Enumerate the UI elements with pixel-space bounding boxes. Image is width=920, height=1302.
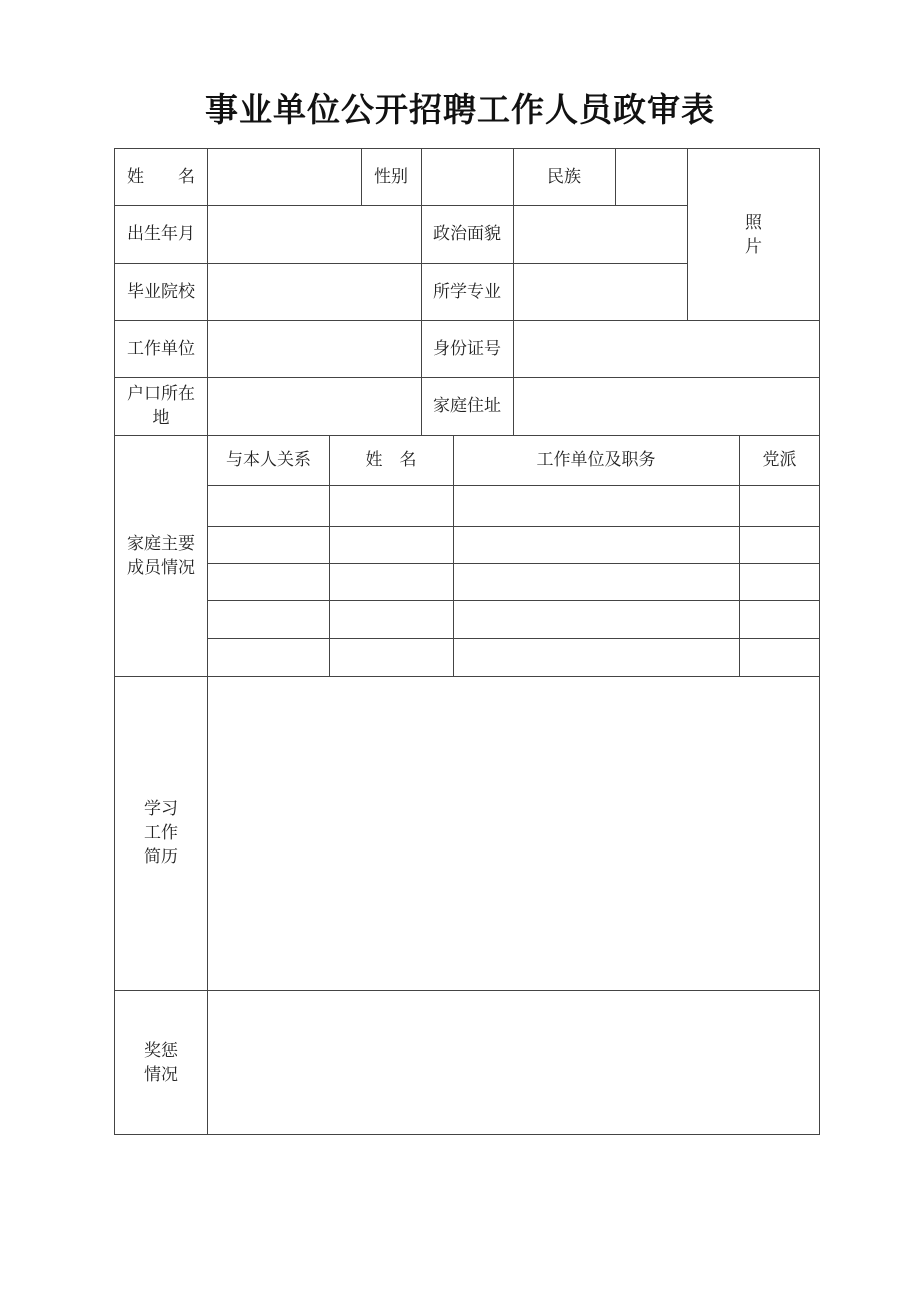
political-field[interactable] <box>513 205 687 263</box>
family-section-label <box>114 435 208 676</box>
photo-label-line1: 照 <box>745 213 762 233</box>
name-field[interactable] <box>208 148 361 205</box>
gender-label-cell <box>361 148 421 205</box>
birth-label: 出生年月 <box>127 224 195 244</box>
family-label-line1: 家庭主要 <box>127 533 195 554</box>
gender-field[interactable] <box>421 148 513 205</box>
family-row[interactable] <box>208 600 820 638</box>
ethnicity-label: 民族 <box>547 166 581 187</box>
id-label: 身份证号 <box>433 338 501 359</box>
workplace-label: 工作单位 <box>127 338 195 359</box>
family-label-line2: 成员情况 <box>127 557 195 578</box>
family-col-relation <box>208 435 329 485</box>
resume-label-line3: 简历 <box>144 847 178 867</box>
family-col-name <box>329 435 453 485</box>
family-row[interactable] <box>208 563 820 600</box>
school-field[interactable] <box>208 263 421 320</box>
hukou-field[interactable] <box>208 377 421 435</box>
major-label-cell <box>421 263 513 320</box>
workplace-label-cell <box>114 320 208 377</box>
family-row[interactable] <box>208 485 820 526</box>
rewards-field[interactable] <box>208 990 820 1135</box>
resume-label <box>114 676 208 990</box>
id-label-cell <box>421 320 513 377</box>
political-label: 政治面貌 <box>433 224 501 244</box>
name-label: 姓 名 <box>127 166 195 187</box>
address-label: 家庭住址 <box>433 396 501 416</box>
photo-label-line2: 片 <box>745 237 762 257</box>
ethnicity-field[interactable] <box>615 148 687 205</box>
major-label: 所学专业 <box>433 281 501 302</box>
name-label-cell <box>114 148 208 205</box>
rewards-label-line1: 奖惩 <box>144 1040 178 1061</box>
hukou-label-line2: 地 <box>152 408 170 428</box>
family-col-party <box>739 435 820 485</box>
major-field[interactable] <box>513 263 687 320</box>
rewards-label-line2: 情况 <box>144 1064 178 1085</box>
school-label: 毕业院校 <box>127 281 195 302</box>
page-title: 事业单位公开招聘工作人员政审表 <box>205 90 715 129</box>
political-label-cell <box>421 205 513 263</box>
resume-label-line2: 工作 <box>144 823 178 843</box>
rewards-label <box>114 990 208 1135</box>
family-col-name-label: 姓 名 <box>365 450 417 470</box>
hukou-label-line1: 户口所在 <box>127 384 195 404</box>
resume-label-line1: 学习 <box>144 799 178 819</box>
hukou-label-cell <box>114 377 208 435</box>
family-col-relation-label: 与本人关系 <box>226 450 311 470</box>
id-field[interactable] <box>513 320 820 377</box>
birth-label-cell <box>114 205 208 263</box>
gender-label: 性别 <box>374 166 408 187</box>
family-col-work-label: 工作单位及职务 <box>536 450 656 470</box>
family-col-party-label: 党派 <box>762 450 797 470</box>
address-label-cell <box>421 377 513 435</box>
school-label-cell <box>114 263 208 320</box>
birth-field[interactable] <box>208 205 421 263</box>
family-col-work <box>453 435 739 485</box>
ethnicity-label-cell <box>513 148 615 205</box>
family-row[interactable] <box>208 638 820 676</box>
photo-box[interactable] <box>687 148 820 320</box>
workplace-field[interactable] <box>208 320 421 377</box>
family-row[interactable] <box>208 526 820 563</box>
address-field[interactable] <box>513 377 820 435</box>
resume-field[interactable] <box>208 676 820 990</box>
